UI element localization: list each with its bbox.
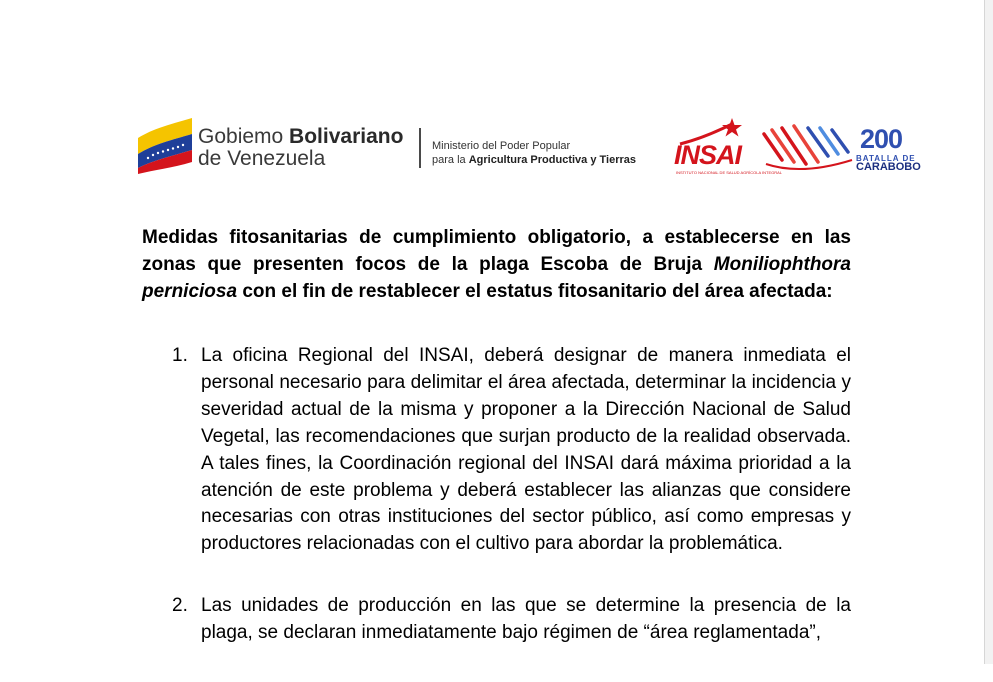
list-item-number: 1. xyxy=(172,345,188,366)
list-item xyxy=(142,343,851,558)
intro-part1: Medidas fitosanitarias de cumplimiento obligatorio, a establecerse en las zonas que presenten focos de la plaga Escoba de Bruja xyxy=(142,227,851,275)
ministry-line2-prefix: para la xyxy=(432,154,469,166)
bicentenario-number: 200 xyxy=(860,124,903,154)
bicentenario-line2: CARABOBO xyxy=(856,161,921,173)
intro-scientific-name: Moniliophthora perniciosa xyxy=(142,254,851,302)
insai-wordmark: INSAI xyxy=(674,140,742,170)
header-divider xyxy=(419,128,421,168)
bicentenario-logo xyxy=(760,120,924,176)
list-item xyxy=(142,593,851,647)
gov-line1-regular: Gobiemo xyxy=(198,125,290,148)
ministry-line1: Ministerio del Poder Popular xyxy=(432,140,571,152)
document-header xyxy=(136,112,926,182)
venezuela-flag-icon xyxy=(136,116,194,174)
bicentenario-stripes-icon xyxy=(760,120,860,176)
intro-part2: con el fin de restablecer el estatus fitosanitario del área afectada: xyxy=(237,281,833,302)
measures-list xyxy=(142,343,851,682)
insai-subtitle: INSTITUTO NACIONAL DE SALUD AGRÍCOLA INTEGRAL xyxy=(676,170,783,175)
ministry-name xyxy=(432,139,636,167)
ministry-line2-bold: Agricultura Productiva y Tierras xyxy=(468,154,637,166)
list-item-text: La oficina Regional del INSAI, deberá designar de manera inmediata el personal necesario para delimitar el área afectada, determinar la incidencia y severidad actual de la misma y proponer a la Dirección Nacional de Salud Vegetal, las recomendaciones que surjan producto de la realidad observada. A tales fines, la Coordinación regional del INSAI dará máxima prioridad a la atención de este problema y deberá establecer las alianzas que considere necesarias con otras instituciones del sector público, así como empresas y productores relacionadas con el cultivo para abordar la problemática. xyxy=(201,345,851,555)
gov-line1-bold: Bolivariano xyxy=(289,125,404,148)
insai-logo xyxy=(672,118,783,180)
window-right-edge xyxy=(984,0,993,664)
list-item-text: Las unidades de producción en las que se determine la presencia de la plaga, se declaran inmediatamente bajo régimen de “área reglamentada”, xyxy=(201,595,851,644)
government-name xyxy=(198,126,403,170)
gov-line2: de Venezuela xyxy=(198,147,326,170)
bicentenario-line1: BATALLA DE xyxy=(856,154,916,163)
list-item-number: 2. xyxy=(172,595,188,617)
intro-heading xyxy=(142,224,851,305)
